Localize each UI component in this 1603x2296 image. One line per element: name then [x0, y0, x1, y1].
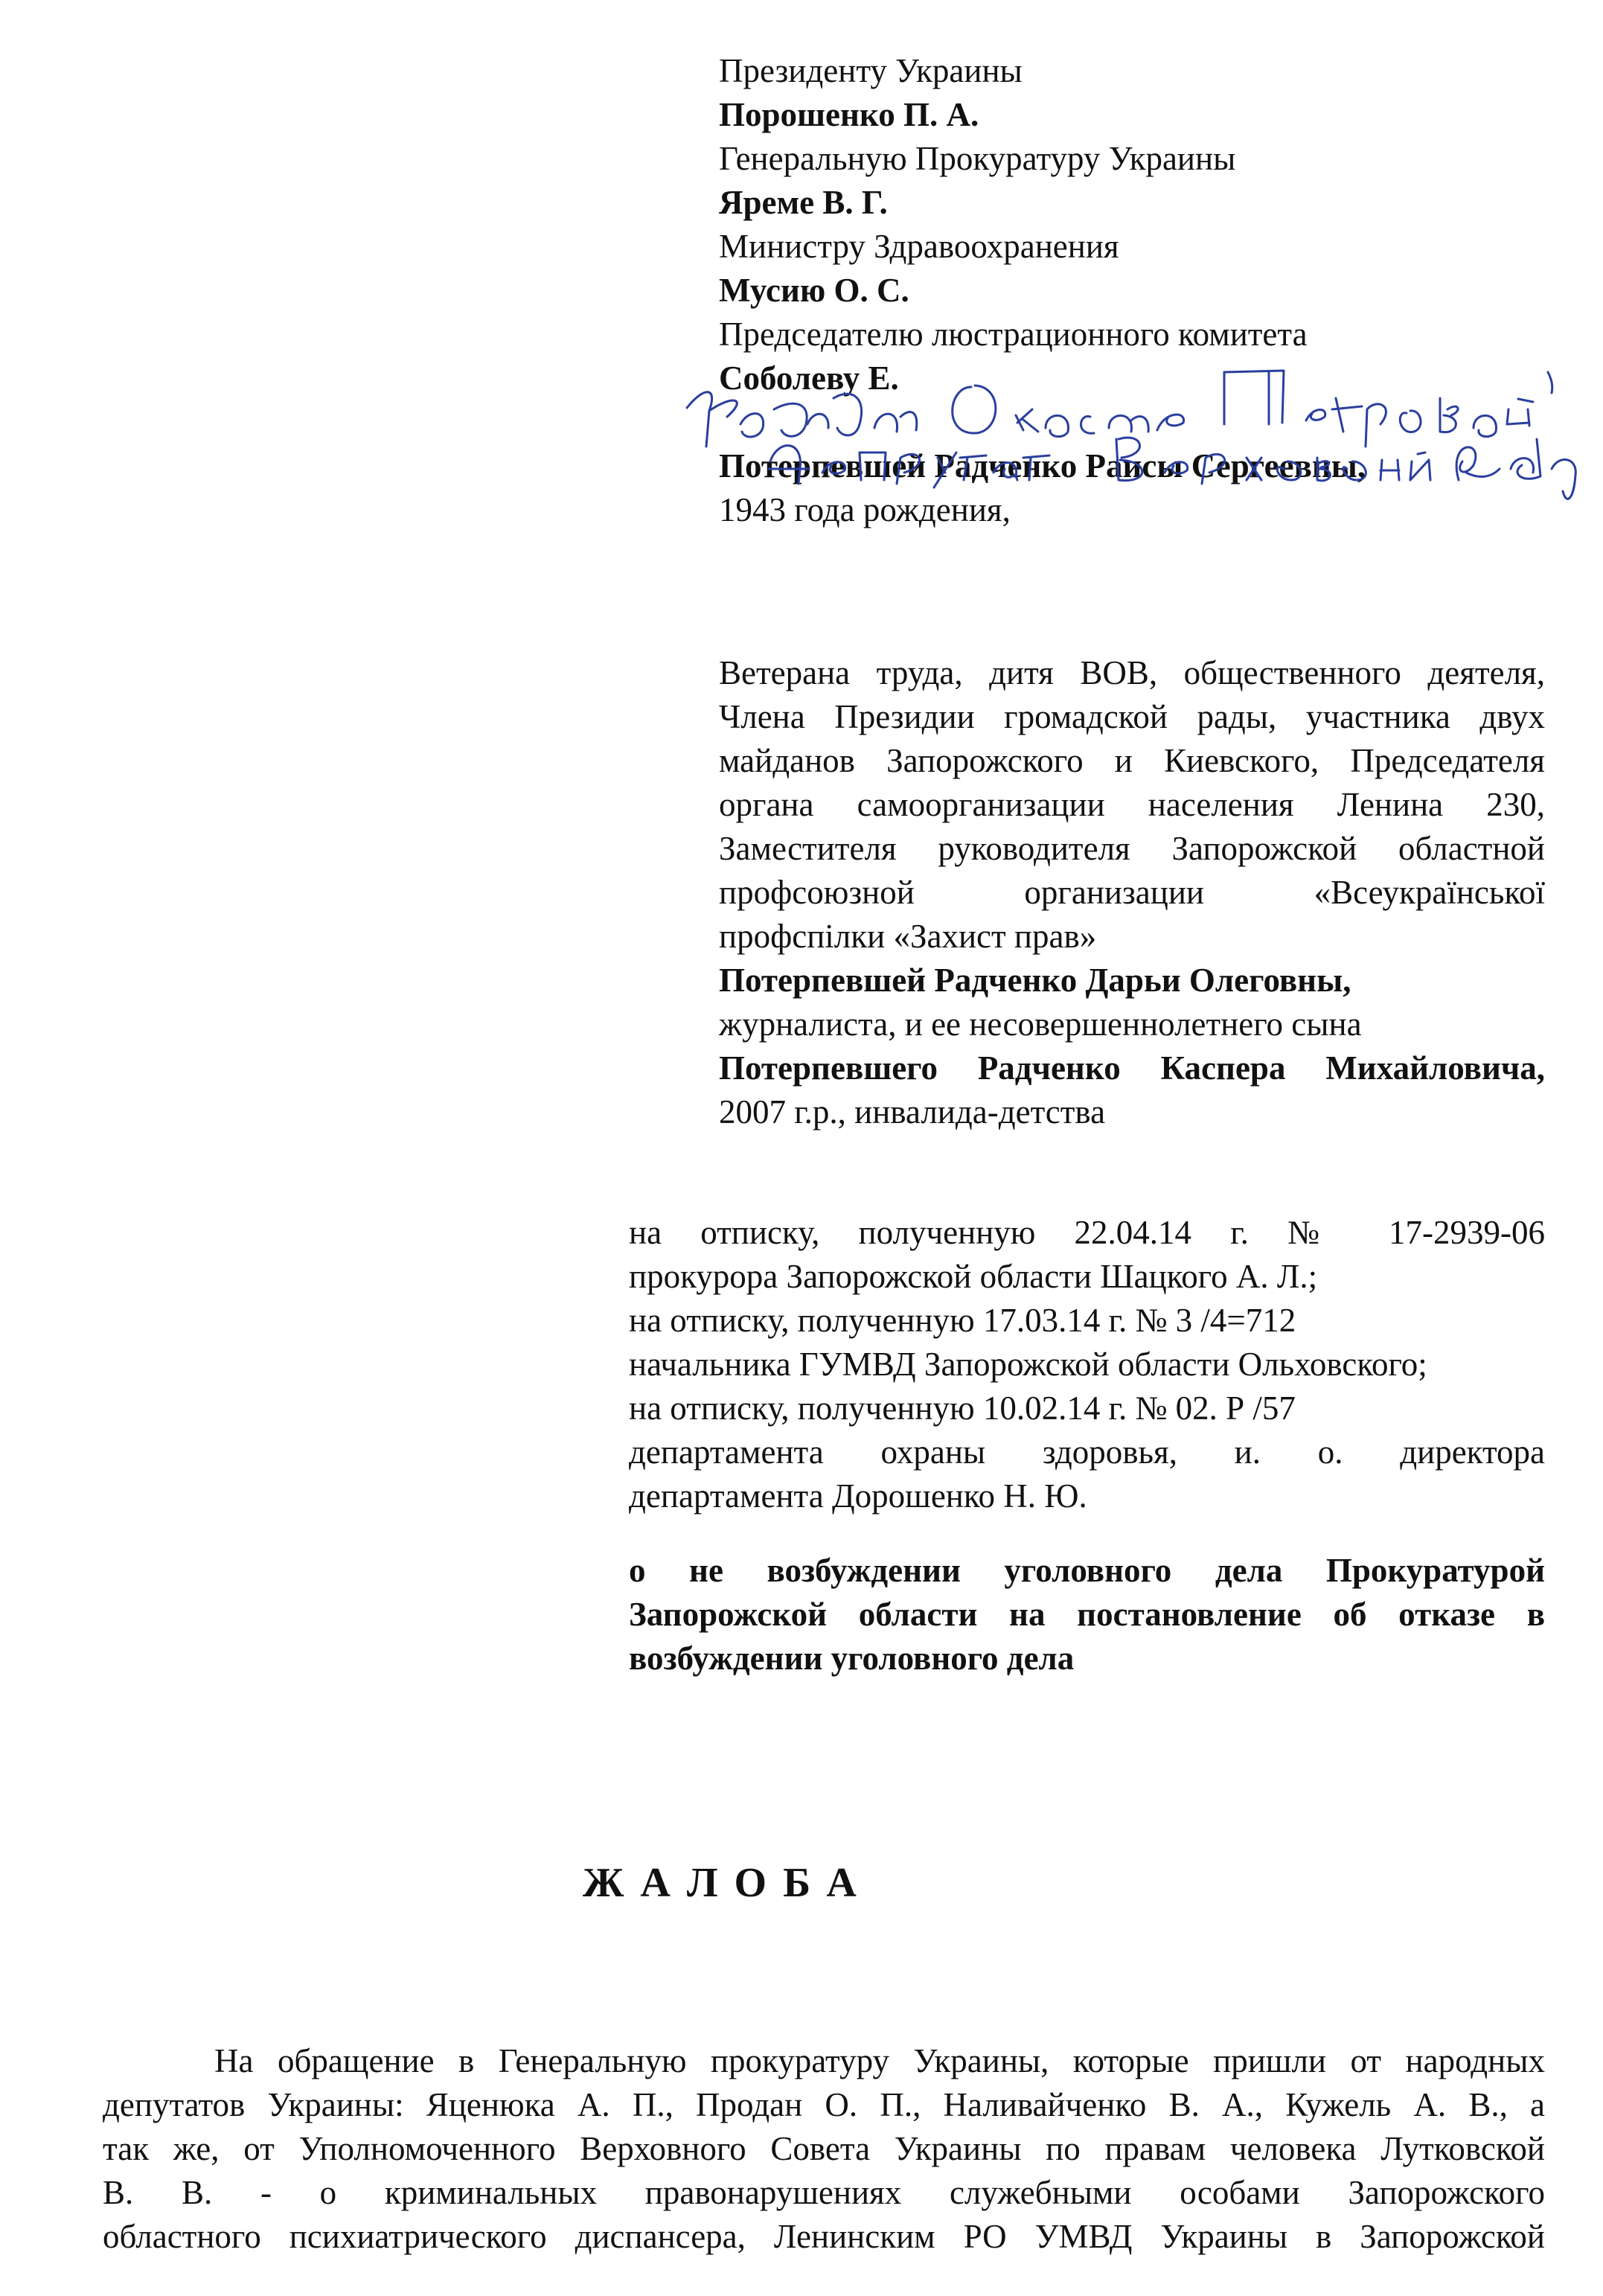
victim-description-line: профспілки «Захист прав»: [719, 918, 1097, 955]
addressee-line: Министру Здравоохранения: [719, 228, 1119, 265]
addressee-name: Яреме В. Г.: [719, 184, 888, 221]
body-line: В. В. - о криминальных правонарушениях служебными особами Запорожского: [103, 2174, 1545, 2211]
addressee-name: Соболеву Е.: [719, 359, 899, 397]
subject-line: возбуждении уголовного дела: [629, 1640, 1075, 1677]
reply-line: на отписку, полученную 10.02.14 г. № 02. Р /57: [629, 1390, 1296, 1427]
document-title: ЖАЛОБА: [583, 1860, 873, 1906]
subject-line: Запорожской области на постановление об отказе в: [629, 1596, 1545, 1633]
body-line: депутатов Украины: Яценюка А. П., Продан О. П., Наливайченко В. А., Кужель А. В., а: [103, 2086, 1545, 2123]
victim-description-line: Заместителя руководителя Запорожской областной: [719, 830, 1545, 867]
addressee-line: Генеральную Прокуратуру Украины: [719, 140, 1236, 177]
victim-description-block: [719, 651, 1545, 1134]
third-victim-name: Потерпевшего Радченко Каспера Михайловича,: [719, 1049, 1545, 1087]
complaint-body: [103, 2039, 1545, 2259]
body-line: областного психиатрического диспансера, Ленинским РО УМВД Украины в Запорожской: [103, 2218, 1545, 2255]
subject-line: о не возбуждении уголовного дела Прокуратурой: [629, 1552, 1545, 1589]
body-line: На обращение в Генеральную прокуратуру Украины, которые пришли от народных: [214, 2042, 1545, 2079]
reply-line: на отписку, полученную 17.03.14 г. № 3 /4=712: [629, 1302, 1296, 1339]
reply-line: прокурора Запорожской области Шацкого А. Л.;: [629, 1258, 1318, 1295]
reply-line: начальника ГУМВД Запорожской области Ольховского;: [629, 1346, 1427, 1383]
victim-description-line: майданов Запорожского и Киевского, Председателя: [719, 742, 1545, 779]
second-victim-description: журналиста, и ее несовершеннолетнего сына: [719, 1005, 1362, 1043]
addressee-block: [719, 49, 1538, 532]
victim-description-line: органа самоорганизации населения Ленина 230,: [719, 786, 1545, 823]
replies-block: [629, 1211, 1545, 1518]
addressee-name: Мусию О. С.: [719, 272, 909, 309]
sender-birth: 1943 года рождения,: [719, 491, 1011, 528]
reply-line: департамента Дорошенко Н. Ю.: [629, 1477, 1087, 1515]
sender-name: Потерпевшей Радченко Раисы Сергеевны,: [719, 447, 1366, 485]
third-victim-description: 2007 г.р., инвалида-детства: [719, 1093, 1106, 1131]
subject-block: [629, 1549, 1545, 1681]
addressee-name: Порошенко П. А.: [719, 96, 979, 133]
addressee-line: Председателю люстрационного комитета: [719, 316, 1308, 353]
addressee-line: Президенту Украины: [719, 52, 1023, 89]
victim-description-line: Члена Президии громадской рады, участника двух: [719, 698, 1545, 735]
victim-description-line: профсоюзной организации «Всеукраїнської: [719, 874, 1545, 911]
victim-description-line: Ветерана труда, дитя ВОВ, общественного деятеля,: [719, 654, 1545, 691]
reply-line: департамента охраны здоровья, и. о. директора: [629, 1433, 1545, 1471]
second-victim-name: Потерпевшей Радченко Дарьи Олеговны,: [719, 962, 1351, 999]
reply-line: на отписку, полученную 22.04.14 г. № 17-2939-06: [629, 1214, 1545, 1251]
body-line: так же, от Уполномоченного Верховного Совета Украины по правам человека Лутковской: [103, 2130, 1545, 2167]
